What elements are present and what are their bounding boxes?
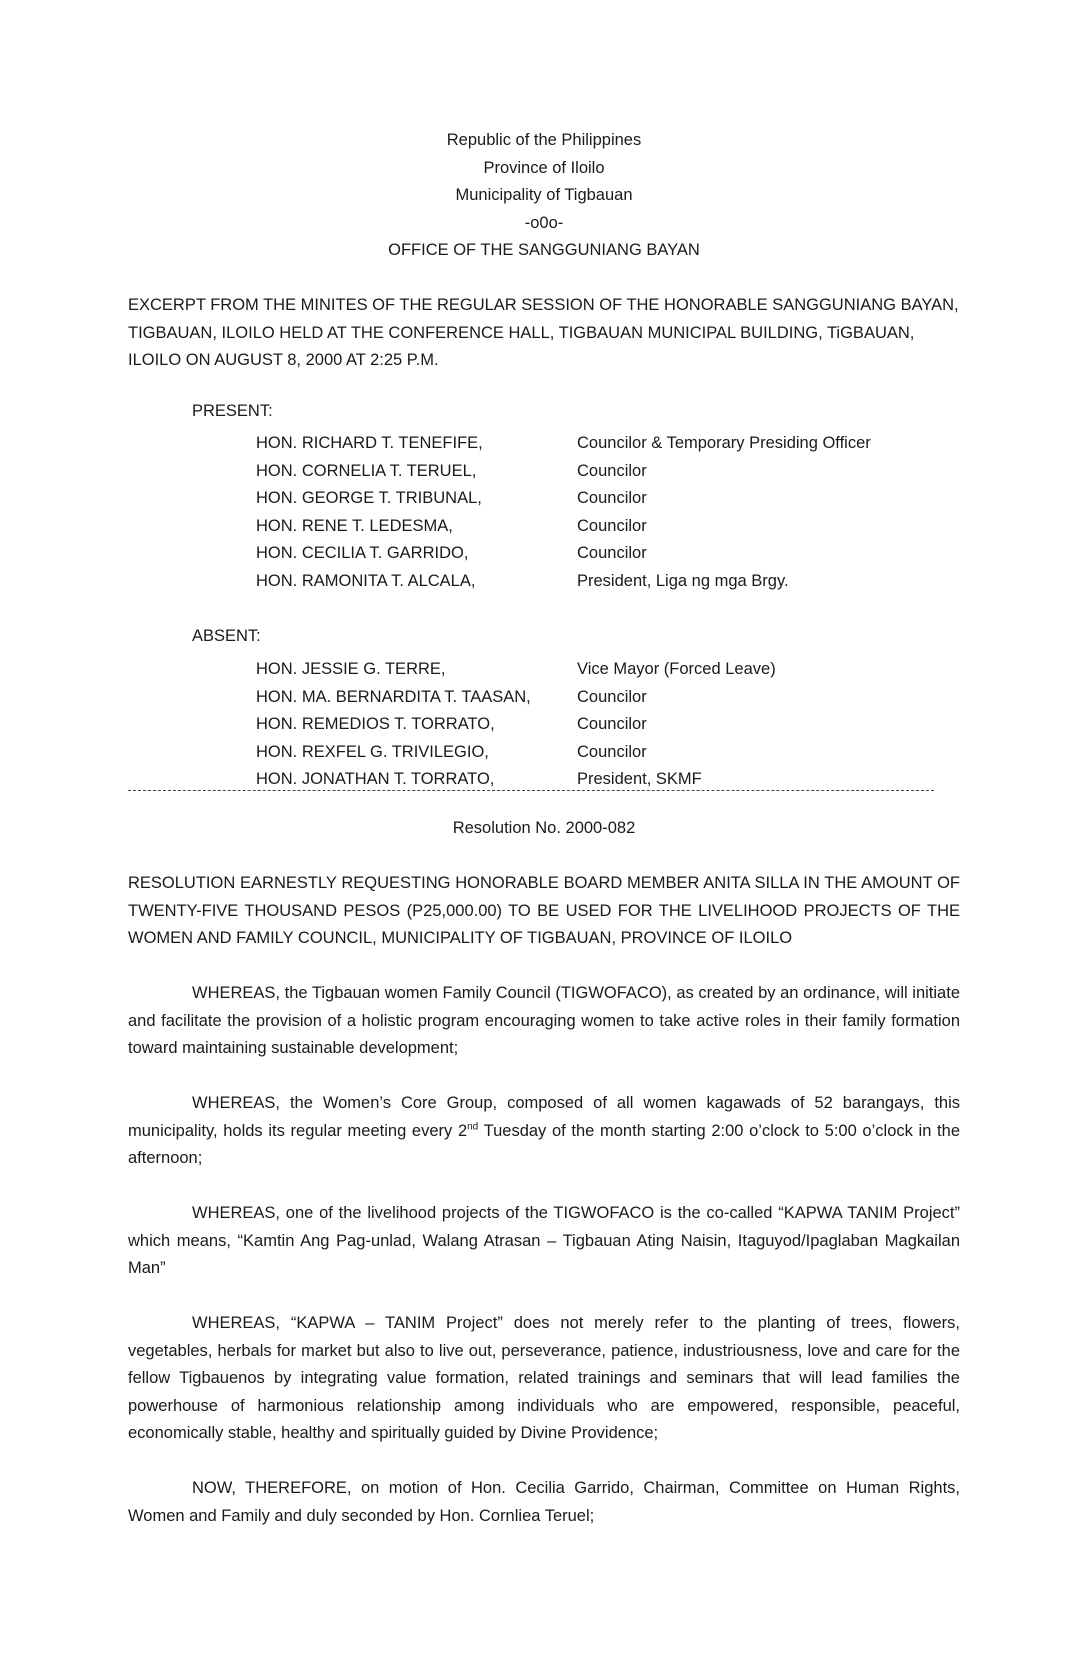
member-name: HON. JESSIE G. TERRE, (256, 660, 446, 678)
list-item (256, 568, 976, 596)
resolution-number: Resolution No. 2000-082 (452, 819, 636, 837)
member-role: Councilor (577, 715, 647, 733)
absent-members-list (256, 656, 976, 794)
header-province: Province of Iloilo (483, 158, 605, 177)
list-item (256, 656, 976, 684)
member-name: HON. RENE T. LEDESMA, (256, 516, 453, 535)
member-name: HON. RICHARD T. TENEFIFE, (256, 434, 483, 452)
member-role: Councilor & Temporary Presiding Officer (577, 434, 871, 452)
resolution-title: RESOLUTION EARNESTLY REQUESTING HONORABLE BOARD MEMBER ANITA SILLA IN THE AMOUNT OF TWENTY-FIVE THOUSAND PESOS (P25,000.00) TO BE USED FOR THE LIVELIHOOD PROJECTS OF THE WOMEN AND FAMILY COUNCIL, MUNICIPALITY OF TIGBAUAN, PROVINCE OF ILOILO (128, 874, 960, 947)
header-republic: Republic of the Philippines (446, 131, 642, 149)
member-name: HON. RAMONITA T. ALCALA, (256, 571, 476, 590)
list-item (256, 485, 976, 513)
document-header (0, 127, 1088, 265)
member-role: Councilor (577, 489, 647, 507)
member-name: HON. REMEDIOS T. TORRATO, (256, 715, 495, 733)
list-item (256, 684, 976, 712)
member-role: Councilor (577, 461, 647, 480)
paragraph-text: Tuesday of the month starting 2:00 o’clock to 5:00 o’clock in the afternoon; (128, 1121, 960, 1167)
whereas-paragraph-1: WHEREAS, the Tigbauan women Family Council (TIGWOFACO), as created by an ordinance, will initiate and facilitate the provision of a holistic program encouraging women to take active roles in their family formation toward maintaining sustainable development; (128, 984, 960, 1057)
member-role: Councilor (577, 742, 647, 761)
now-therefore-paragraph: NOW, THEREFORE, on motion of Hon. Cecilia Garrido, Chairman, Committee on Human Rights, Women and Family and duly seconded by Hon. Cornliea Teruel; (128, 1479, 960, 1525)
dashed-divider (128, 790, 934, 791)
list-item (256, 711, 976, 739)
member-name: HON. JONATHAN T. TORRATO, (256, 770, 495, 788)
member-name: HON. GEORGE T. TRIBUNAL, (256, 489, 482, 507)
member-role: Councilor (577, 687, 647, 706)
member-role: President, SKMF (577, 770, 702, 788)
member-role: Councilor (577, 544, 647, 562)
paragraph-text: WHEREAS, the Women’s Core Group, composed of all women kagawads of 52 barangays, this municipality, holds its regular meeting every 2 (128, 1094, 960, 1140)
present-members-list (256, 430, 976, 595)
ordinal-suffix: nd (467, 1121, 479, 1132)
whereas-paragraph-3: WHEREAS, one of the livelihood projects of the TIGWOFACO is the co-called “KAPWA TANIM Project” which means, “Kamtin Ang Pag-unlad, Walang Atrasan – Tigbauan Ating Naisin, Itaguyod/Ipaglaban Magkailan Man” (128, 1204, 960, 1277)
list-item (256, 458, 976, 486)
member-name: HON. CECILIA T. GARRIDO, (256, 544, 469, 562)
header-municipality: Municipality of Tigbauan (455, 186, 633, 204)
header-office: OFFICE OF THE SANGGUNIANG BAYAN (388, 241, 700, 259)
minutes-excerpt: EXCERPT FROM THE MINITES OF THE REGULAR SESSION OF THE HONORABLE SANGGUNIANG BAYAN, TIGBAUAN, ILOILO HELD AT THE CONFERENCE HALL, TIGBAUAN MUNICIPAL BUILDING, TiGBAUAN, ILOILO ON AUGUST 8, 2000 AT 2:25 P.M. (128, 296, 959, 369)
list-item (256, 513, 976, 541)
whereas-paragraph-4: WHEREAS, “KAPWA – TANIM Project” does not merely refer to the planting of trees, flowers, vegetables, herbals for market but also to live out, perseverance, patience, industriousness, love and care for the fellow Tigbauenos by integrating value formation, related trainings and seminars that will lead families the powerhouse of harmonious relationship among individuals who are empowered, responsible, peaceful, economically stable, healthy and spiritually guided by Divine Providence; (128, 1314, 960, 1442)
list-item (256, 540, 976, 568)
member-role: Councilor (577, 516, 647, 535)
member-name: HON. CORNELIA T. TERUEL, (256, 461, 477, 480)
member-name: HON. MA. BERNARDITA T. TAASAN, (256, 687, 531, 706)
whereas-paragraph-2 (128, 1090, 960, 1173)
absent-label: ABSENT: (192, 627, 261, 645)
member-name: HON. REXFEL G. TRIVILEGIO, (256, 742, 489, 761)
member-role: President, Liga ng mga Brgy. (577, 571, 789, 590)
member-role: Vice Mayor (Forced Leave) (577, 660, 776, 678)
list-item (256, 739, 976, 767)
header-separator: -o0o- (524, 213, 564, 232)
list-item (256, 430, 976, 458)
present-label: PRESENT: (192, 402, 273, 420)
